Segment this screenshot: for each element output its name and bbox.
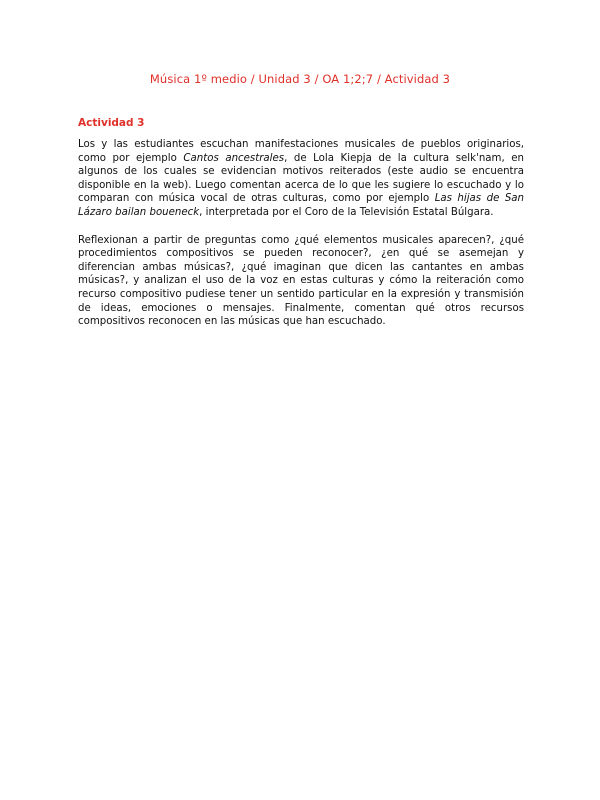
- paragraph-1-text-a: Los y las estudiantes escuchan manifestaciones musicales de pueblos originarios, como por ejemplo: [78, 139, 524, 164]
- activity-title: Actividad 3: [78, 117, 145, 129]
- page-header: Música 1º medio / Unidad 3 / OA 1;2;7 / Actividad 3: [149, 72, 451, 86]
- paragraph-1-text-c: , interpretada por el Coro de la Televisión Estatal Búlgara.: [199, 206, 494, 218]
- song-title-las-hijas: Las hijas de San Lázaro bailan boueneck: [78, 193, 525, 218]
- paragraph-1-text-b: , de Lola Kiepja de la cultura selk'nam, en algunos de los cuales se evidencian motivos reiterados (este audio se encuentra disponible en la web). Luego comentan acerca de lo que les sugiere lo escuchado y lo comparan con música vocal de otras culturas, como por ejemplo: [78, 152, 524, 205]
- paragraph-1: [78, 138, 524, 220]
- song-title-cantos-ancestrales: Cantos ancestrales: [183, 152, 285, 164]
- paragraph-2: Reflexionan a partir de preguntas como ¿qué elementos musicales aparecen?, ¿qué procedimientos compositivos se pueden reconocer?, ¿en qué se asemejan y diferencian ambas músicas?, ¿qué imaginan que dicen las cantantes en ambas músicas?, y analizan el uso de la voz en estas culturas y cómo la reiteración como recurso compositivo pudiese tener un sentido particular en la expresión y transmisión de ideas, emociones o mensajes. Finalmente, comentan qué otros recursos compositivos reconocen en las músicas que han escuchado.: [78, 234, 524, 328]
- activity-section: [78, 117, 524, 329]
